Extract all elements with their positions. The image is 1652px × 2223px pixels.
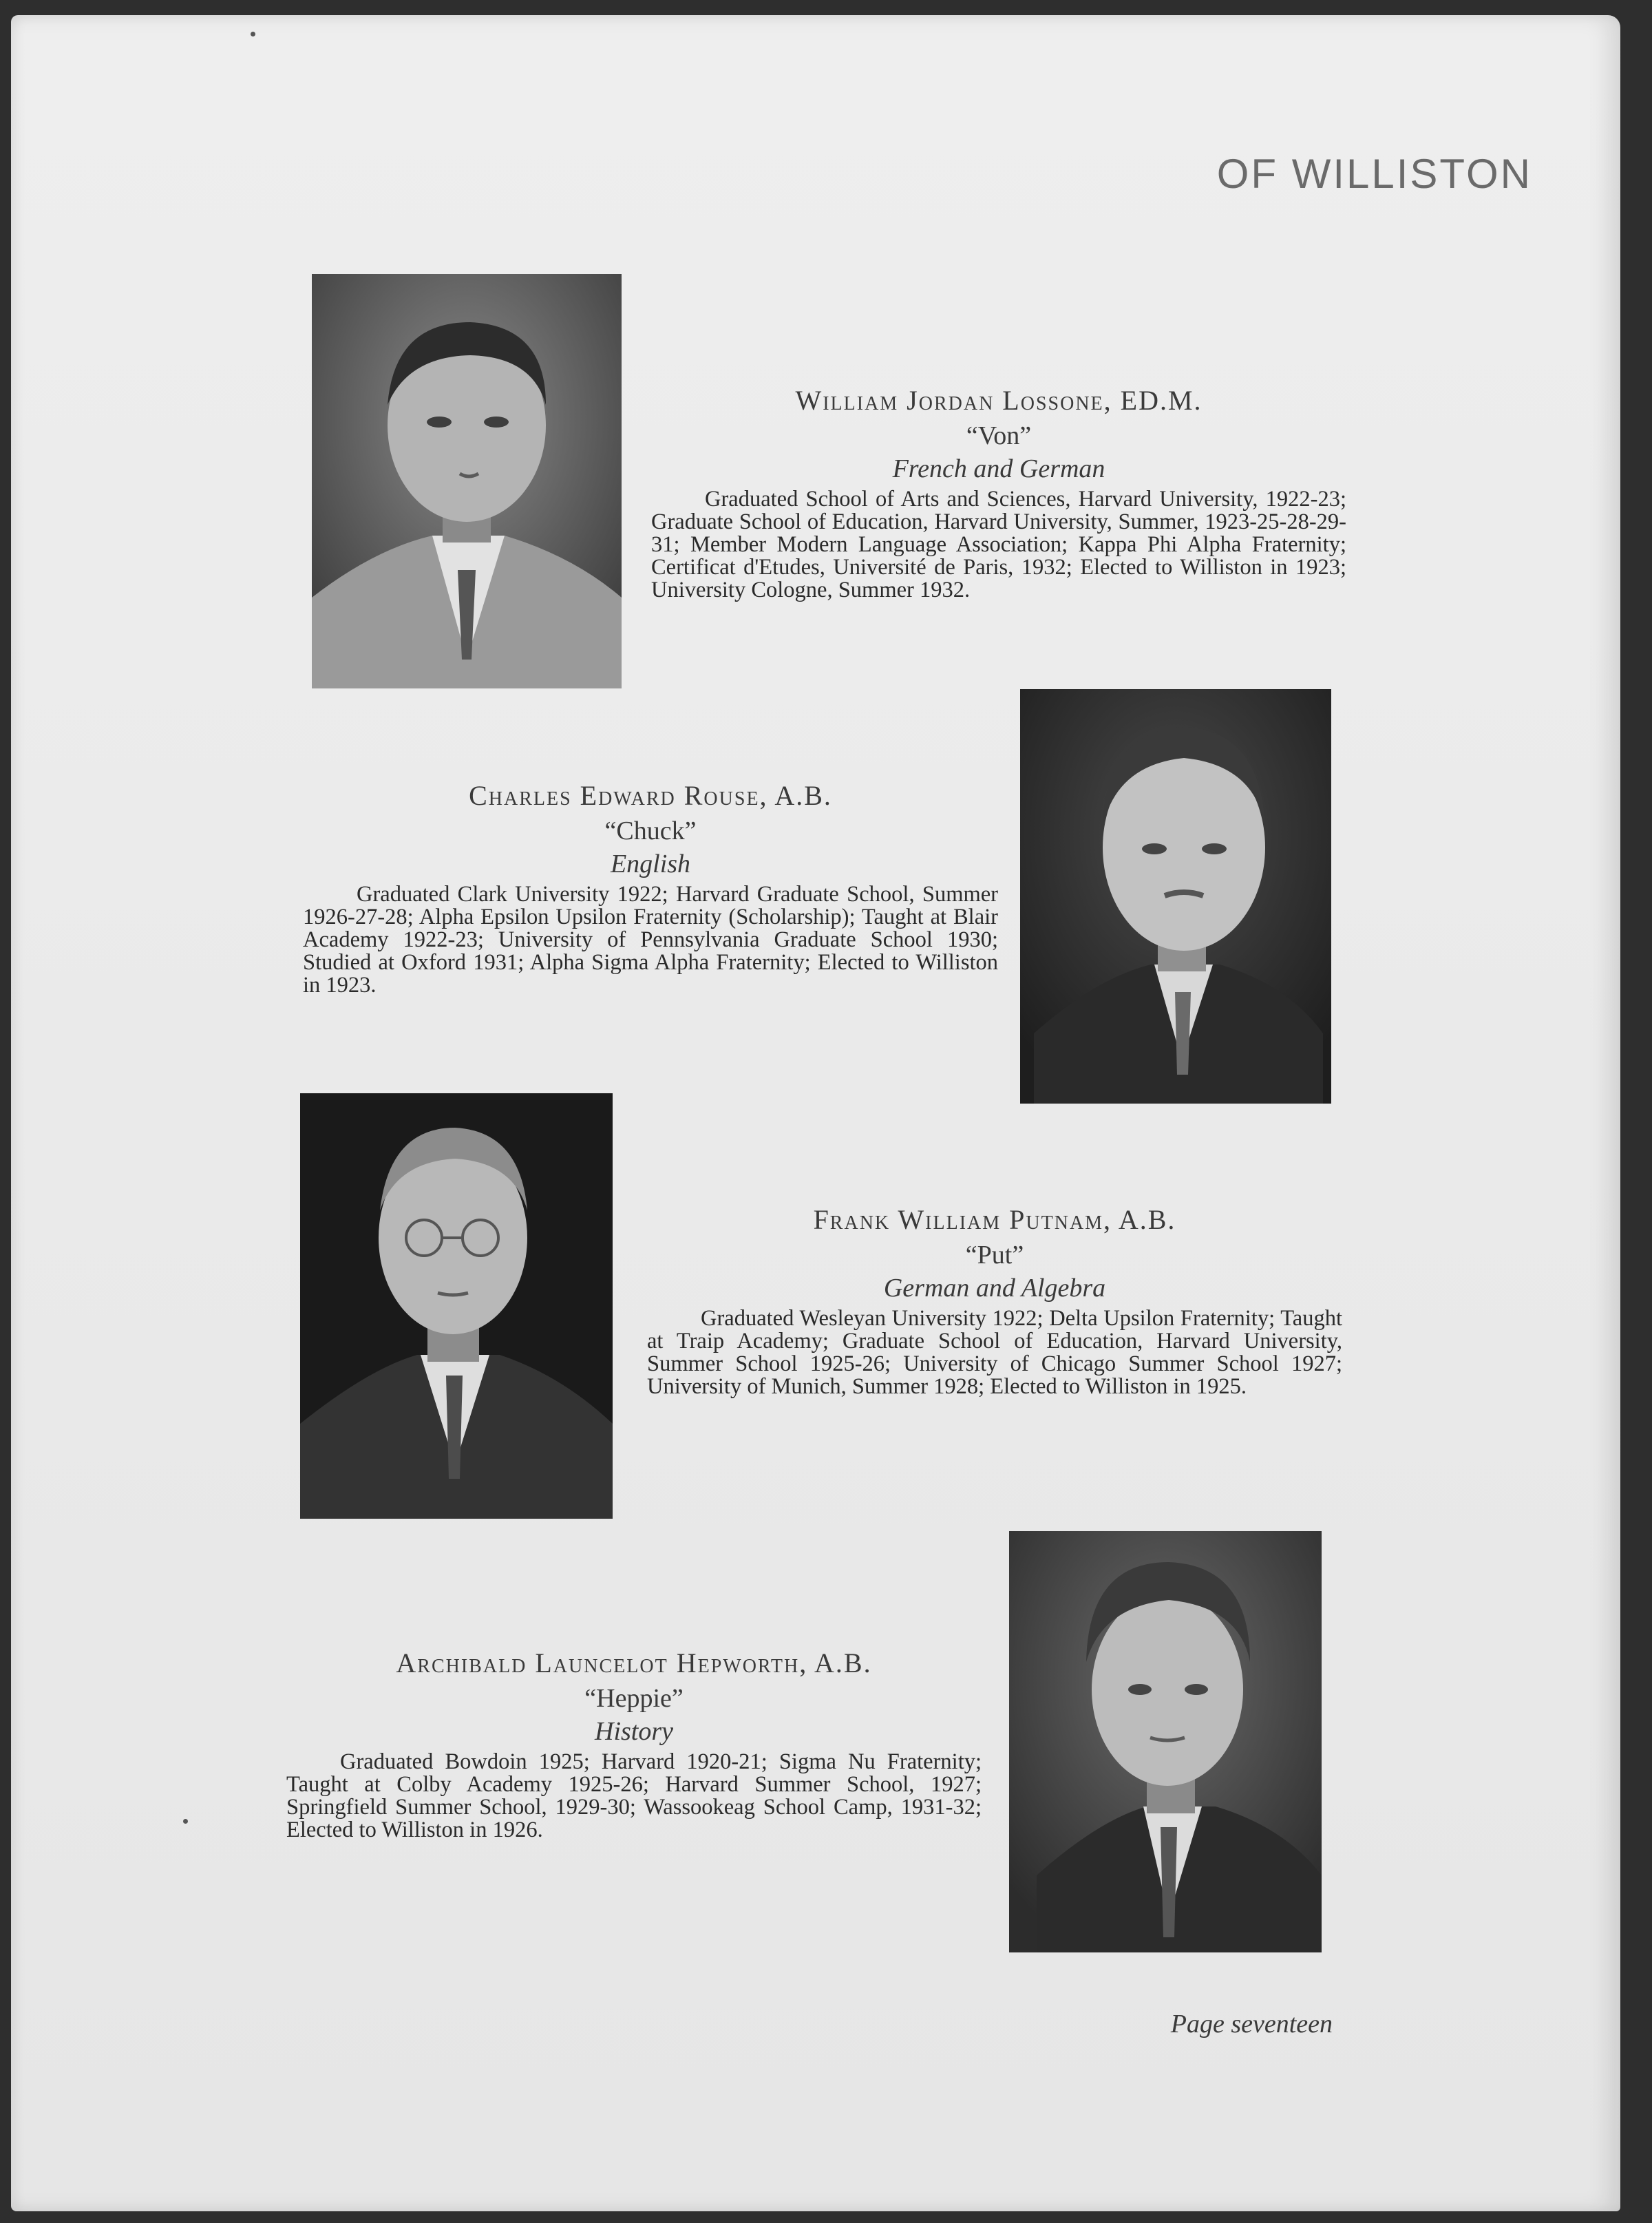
faculty-name: Frank William Putnam, A.B.	[813, 1204, 1176, 1235]
portrait-photo-rouse	[1020, 689, 1331, 1104]
faculty-bio: Graduated School of Arts and Sciences, Harvard University, 1922-23; Graduate School of Education, Harvard University, Summer, 1923-25-28-29-31; Member Modern Language Association; Kappa Phi Alpha Fraternity; Certificat d'Etudes, Université de Paris, 1932; Elected to Williston in 1923; University Cologne, Summer 1932.	[651, 487, 1346, 602]
portrait-photo-putnam	[300, 1093, 613, 1519]
faculty-entry-putnam	[647, 1203, 1342, 1398]
faculty-subject: German and Algebra	[883, 1274, 1106, 1303]
faculty-subject: English	[610, 850, 691, 878]
faculty-entry-rouse	[303, 779, 998, 997]
faculty-name: Archibald Launcelot Hepworth, A.B.	[396, 1647, 872, 1678]
faculty-bio: Graduated Clark University 1922; Harvard Graduate School, Summer 1926-27-28; Alpha Epsilon Upsilon Fraternity (Scholarship); Taught at Blair Academy 1922-23; University of Pennsylvania Graduate School 1930; Studied at Oxford 1931; Alpha Sigma Alpha Fraternity; Elected to Williston in 1923.	[303, 882, 998, 998]
portrait-photo-lossone	[312, 274, 622, 688]
faculty-bio: Graduated Wesleyan University 1922; Delta Upsilon Fraternity; Taught at Traip Academy; Graduate School of Education, Harvard University, Summer School 1925-26; University of Chicago Summer School 1927; University of Munich, Summer 1928; Elected to Williston in 1925.	[647, 1306, 1342, 1399]
print-speck	[183, 1819, 188, 1824]
yearbook-page	[11, 15, 1620, 2211]
faculty-nickname: “Heppie”	[584, 1684, 684, 1713]
page-header: OF WILLISTON	[1216, 151, 1532, 197]
faculty-subject: History	[595, 1717, 673, 1746]
faculty-nickname: “Von”	[966, 421, 1032, 450]
faculty-nickname: “Chuck”	[604, 816, 697, 845]
faculty-subject: French and German	[892, 454, 1105, 483]
faculty-nickname: “Put”	[965, 1241, 1024, 1269]
portrait-photo-hepworth	[1009, 1531, 1322, 1952]
faculty-name: Charles Edward Rouse, A.B.	[469, 780, 832, 811]
faculty-bio: Graduated Bowdoin 1925; Harvard 1920-21; Sigma Nu Fraternity; Taught at Colby Academy 1925-26; Harvard Summer School, 1927; Springfield Summer School, 1929-30; Wassookeag School Camp, 1931-32; Elected to Williston in 1926.	[286, 1749, 982, 1842]
faculty-name: William Jordan Lossone, ED.M.	[795, 385, 1203, 416]
faculty-entry-hepworth	[286, 1647, 982, 1842]
faculty-entry-lossone	[651, 384, 1346, 602]
page-number: Page seventeen	[1170, 2010, 1333, 2038]
print-speck	[251, 32, 255, 36]
